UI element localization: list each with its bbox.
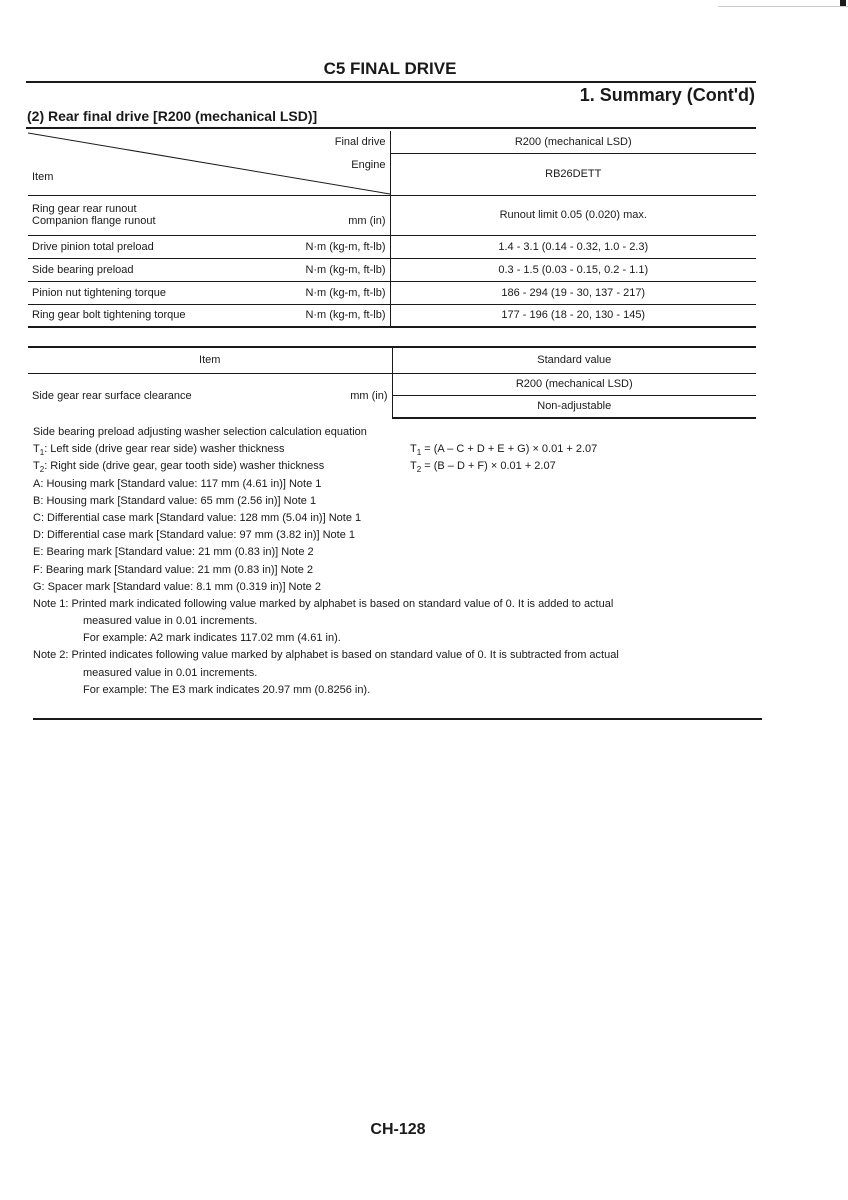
- header-rule: [26, 81, 756, 83]
- final-drive-label-cell: [28, 131, 390, 153]
- table-row: [28, 347, 756, 373]
- unit-label: mm (in): [348, 215, 386, 227]
- unit-label: N·m (kg-m, ft-lb): [305, 309, 386, 322]
- unit-label: N·m (kg-m, ft-lb): [305, 263, 386, 276]
- section-title: C5 FINAL DRIVE: [323, 59, 457, 78]
- note-2-line: measured value in 0.01 increments.: [83, 666, 258, 679]
- runout-value: Runout limit 0.05 (0.020) max.: [390, 195, 756, 235]
- note-2-line: Note 2: Printed indicates following value marked by alphabet is based on standard value of 0. It is subtracted from actual: [33, 649, 619, 662]
- item-label: Ring gear bolt tightening torque: [32, 309, 186, 322]
- t1-description: : Left side (drive gear rear side) washer thickness: [44, 443, 285, 456]
- note-2-example: For example: The E3 mark indicates 20.97 mm (0.8256 in).: [83, 683, 371, 696]
- calculation-section: [33, 424, 763, 699]
- row-value: 177 - 196 (18 - 20, 130 - 145): [390, 304, 756, 327]
- subsection-heading: (2) Rear final drive [R200 (mechanical LSD)]: [27, 108, 318, 124]
- item-label: Drive pinion total preload: [32, 240, 154, 253]
- t2-formula: = (B – D + F) × 0.01 + 2.07: [421, 460, 556, 473]
- mark-item: F: Bearing mark [Standard value: 21 mm (0.83 in)] Note 2: [33, 563, 314, 576]
- model-value: R200 (mechanical LSD): [392, 373, 756, 395]
- scan-edge-mark: [718, 0, 848, 7]
- bottom-rule: [33, 718, 762, 720]
- heading-rule: [26, 127, 756, 129]
- t1-line: [33, 441, 763, 458]
- table-row: [28, 235, 756, 258]
- row-value: 0.3 - 1.5 (0.03 - 0.15, 0.2 - 1.1): [390, 258, 756, 281]
- standard-value-header: Standard value: [392, 347, 756, 373]
- t-subscript: 1: [39, 448, 45, 458]
- t-subscript: 2: [39, 465, 45, 475]
- note-1-line: Note 1: Printed mark indicated following value marked by alphabet is based on standard value of 0. It is added to actual: [33, 597, 614, 610]
- item-label: Pinion nut tightening torque: [32, 286, 166, 299]
- note-1-line: measured value in 0.01 increments.: [83, 615, 258, 628]
- t-subscript: 2: [416, 465, 422, 475]
- mark-item: D: Differential case mark [Standard value: 97 mm (3.82 in)] Note 1: [33, 529, 355, 542]
- t2-equation: [410, 460, 556, 475]
- side-gear-item-cell: [28, 373, 392, 418]
- t-symbol: T: [410, 443, 417, 456]
- item-label: Side bearing preload: [32, 263, 134, 276]
- mark-item: B: Housing mark [Standard value: 65 mm (2.56 in)] Note 1: [33, 494, 317, 507]
- row-value: 186 - 294 (19 - 30, 137 - 217): [390, 281, 756, 304]
- final-drive-label: Final drive: [334, 136, 386, 148]
- side-gear-label: Side gear rear surface clearance: [32, 389, 192, 402]
- item-header: Item: [28, 347, 392, 373]
- page-subtitle: 1. Summary (Cont'd): [579, 85, 755, 105]
- unit-label: mm (in): [350, 389, 388, 402]
- spec-table-final-drive: [28, 131, 756, 328]
- table-row: [28, 195, 756, 235]
- spec-table-side-gear: [28, 346, 756, 419]
- unit-label: N·m (kg-m, ft-lb): [305, 286, 386, 299]
- t1-equation: [410, 443, 598, 458]
- row-item: [32, 287, 386, 299]
- t-symbol: T: [33, 443, 40, 456]
- standard-value: Non-adjustable: [392, 395, 756, 418]
- mark-item: G: Spacer mark [Standard value: 8.1 mm (0.319 in)] Note 2: [33, 580, 321, 593]
- t-symbol: T: [33, 460, 40, 473]
- calc-title: Side bearing preload adjusting washer selection calculation equation: [33, 426, 367, 438]
- t1-formula: = (A – C + D + E + G) × 0.01 + 2.07: [421, 443, 598, 456]
- companion-flange-line: [32, 215, 386, 227]
- engine-value: RB26DETT: [545, 168, 602, 180]
- ring-gear-runout-label: Ring gear rear runout: [32, 203, 137, 215]
- page-number: CH-128: [370, 1121, 426, 1138]
- t-subscript: 1: [416, 448, 422, 458]
- row-item: [32, 264, 386, 276]
- mark-item: E: Bearing mark [Standard value: 21 mm (0.83 in)] Note 2: [33, 546, 314, 559]
- row-item: [32, 241, 386, 253]
- row-item: [32, 309, 386, 321]
- t2-line: [33, 458, 763, 475]
- table-row: [28, 373, 756, 395]
- runout-item-cell: [28, 195, 390, 235]
- engine-label: Engine: [351, 159, 386, 171]
- note-1-example: For example: A2 mark indicates 117.02 mm (4.61 in).: [83, 632, 341, 645]
- mark-item: C: Differential case mark [Standard value: 128 mm (5.04 in)] Note 1: [33, 511, 362, 524]
- companion-flange-label: Companion flange runout: [32, 215, 156, 227]
- t-symbol: T: [410, 460, 417, 473]
- table-row: [28, 258, 756, 281]
- table-row: [28, 304, 756, 327]
- scan-corner-dot: [840, 0, 846, 6]
- item-label: Item: [32, 171, 54, 183]
- unit-label: N·m (kg-m, ft-lb): [305, 240, 386, 253]
- table-row: [28, 131, 756, 153]
- t2-description: : Right side (drive gear, gear tooth side) washer thickness: [44, 460, 325, 473]
- mark-item: A: Housing mark [Standard value: 117 mm (4.61 in)] Note 1: [33, 477, 322, 490]
- final-drive-value: R200 (mechanical LSD): [390, 131, 756, 153]
- table-row: [28, 281, 756, 304]
- row-item: [32, 390, 388, 402]
- row-value: 1.4 - 3.1 (0.14 - 0.32, 1.0 - 2.3): [390, 235, 756, 258]
